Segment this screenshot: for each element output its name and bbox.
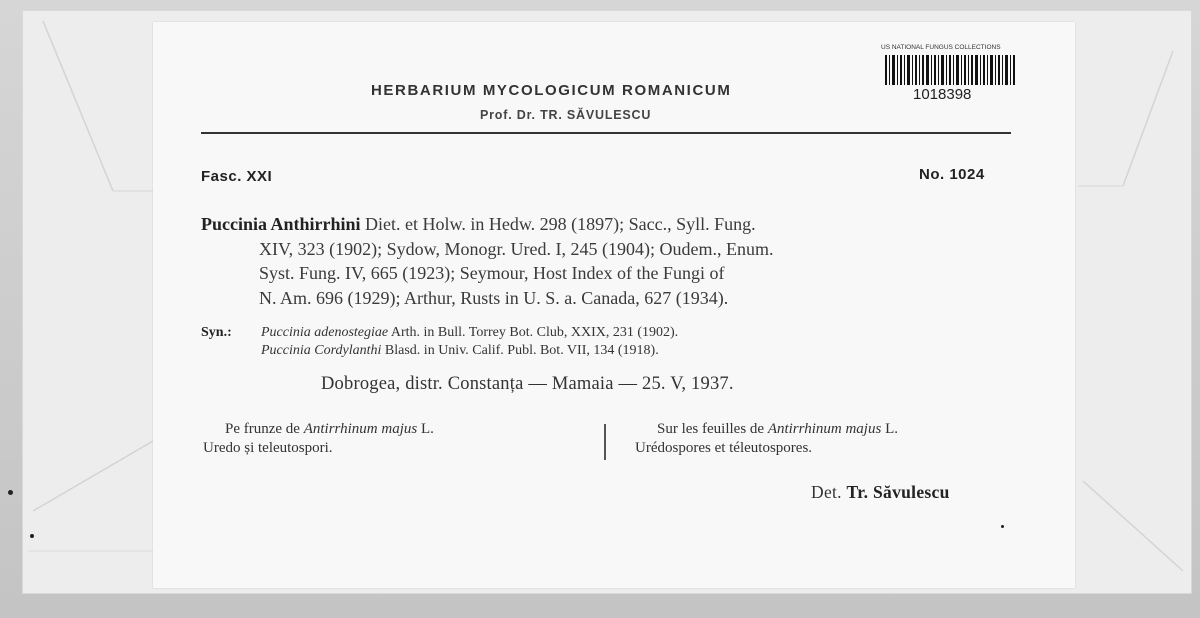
reference-line: Syst. Fung. IV, 665 (1923); Seymour, Host Index of the Fungi of xyxy=(259,263,725,283)
host-species: Antirrhinum majus xyxy=(303,421,418,437)
spore-stage: Urédospores et téleutospores. xyxy=(635,440,813,456)
synonym-name: Puccinia adenostegiae xyxy=(261,325,389,340)
specimen-label xyxy=(153,22,1075,588)
barcode-icon xyxy=(885,55,1017,85)
determiner-name: Tr. Săvulescu xyxy=(846,482,950,502)
determiner-prefix: Det. xyxy=(811,482,842,502)
barcode-sticker xyxy=(881,42,1021,114)
reference-line: XIV, 323 (1902); Sydow, Monogr. Ured. I, 245 (1904); Oudem., Enum. xyxy=(259,238,774,259)
reference-line xyxy=(201,212,1021,237)
synonyms-label: Syn.: xyxy=(201,325,232,340)
species-name: Puccinia Anthirrhini xyxy=(201,214,361,234)
host-author: L. xyxy=(417,421,434,437)
synonym-row xyxy=(201,342,1021,360)
herbarium-curator: Prof. Dr. TR. SĂVULESCU xyxy=(480,108,652,122)
synonym-row xyxy=(201,324,1021,342)
header-rule xyxy=(201,132,1011,134)
synonyms-block xyxy=(201,324,1021,360)
specimen-number: No. 1024 xyxy=(919,166,985,183)
label-dot-mark xyxy=(1001,525,1004,528)
envelope-dot-mark xyxy=(8,490,13,495)
herbarium-title: HERBARIUM MYCOLOGICUM ROMANICUM xyxy=(371,82,732,99)
taxon-reference xyxy=(201,212,1021,310)
collection-locality: Dobrogea, distr. Constanța — Mamaia — 25. V, 1937. xyxy=(321,374,734,394)
host-line xyxy=(203,420,583,439)
host-prefix: Sur les feuilles de xyxy=(657,421,768,437)
host-line xyxy=(635,420,1035,439)
synonym-name: Puccinia Cordylanthi xyxy=(261,343,382,358)
determiner xyxy=(811,482,950,503)
barcode-caption: US NATIONAL FUNGUS COLLECTIONS xyxy=(881,44,1001,51)
host-prefix: Pe frunze de xyxy=(225,421,304,437)
host-author: L. xyxy=(881,421,898,437)
synonym-citation: Blasd. in Univ. Calif. Publ. Bot. VII, 134 (1918). xyxy=(381,343,659,358)
envelope-dot-mark xyxy=(30,534,34,538)
reference-line: N. Am. 696 (1929); Arthur, Rusts in U. S. a. Canada, 627 (1934). xyxy=(259,287,729,308)
barcode-number: 1018398 xyxy=(913,86,972,103)
host-romanian xyxy=(203,420,583,458)
host-species: Antirrhinum majus xyxy=(767,421,882,437)
column-divider xyxy=(604,424,606,460)
reference-text: Diet. et Holw. in Hedw. 298 (1897); Sacc., Syll. Fung. xyxy=(360,214,756,234)
host-french xyxy=(635,420,1035,458)
synonym-citation: Arth. in Bull. Torrey Bot. Club, XXIX, 231 (1902). xyxy=(388,325,679,340)
fascicle-number: Fasc. XXI xyxy=(201,168,273,185)
spore-stage: Uredo și teleutospori. xyxy=(203,440,333,456)
